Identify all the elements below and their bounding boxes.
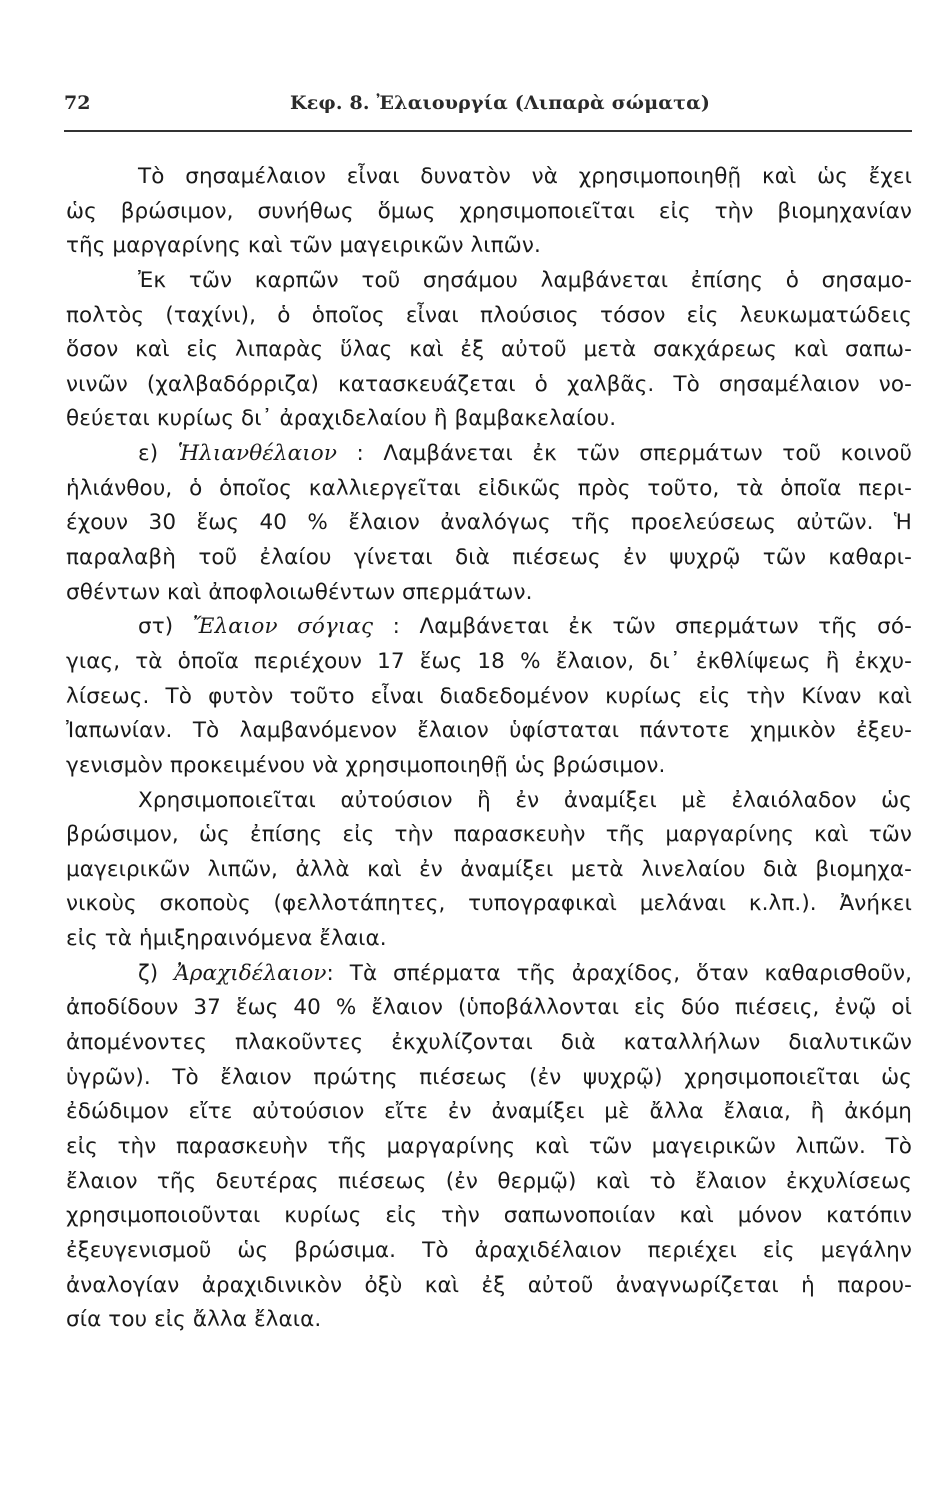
text-line	[66, 749, 912, 784]
text-run: θεύεται κυρίως δι᾽ ἀραχιδελαίου ἢ βαμβακελαίου.	[66, 406, 617, 432]
text-run: σία του εἰς ἄλλα ἔλαια.	[66, 1307, 322, 1333]
text-run: εἰς τὴν παρασκευὴν τῆς μαργαρίνης καὶ τῶν μαγειρικῶν λιπῶν. Τὸ	[66, 1133, 912, 1159]
text-run: : Λαμβάνεται ἐκ τῶν σπερμάτων τῆς σό-	[373, 614, 912, 640]
text-line	[66, 160, 912, 195]
text-run: ἔλαιον τῆς δευτέρας πιέσεως (ἐν θερμῷ) καὶ τὸ ἔλαιον ἐκχυλίσεως	[66, 1168, 912, 1194]
text-run: ὅσον καὶ εἰς λιπαρὰς ὕλας καὶ ἐξ αὐτοῦ μετὰ σακχάρεως καὶ σαπω-	[66, 337, 912, 363]
text-run: ὑγρῶν). Τὸ ἔλαιον πρώτης πιέσεως (ἐν ψυχρῷ) χρησιμοποιεῖται ὡς	[66, 1064, 912, 1090]
text-run: ε)	[138, 441, 178, 467]
text-line	[66, 957, 912, 992]
text-run: παραλαβὴ τοῦ ἐλαίου γίνεται διὰ πιέσεως ἐν ψυχρῷ τῶν καθαρι-	[66, 545, 912, 571]
text-run: ὡς βρώσιμον, συνήθως ὅμως χρησιμοποιεῖται εἰς τὴν βιομηχανίαν	[66, 198, 912, 224]
text-line	[66, 853, 912, 888]
running-title: Κεφ. 8. Ἐλαιουργία (Λιπαρὰ σώματα)	[290, 92, 711, 114]
body-text	[66, 160, 912, 1338]
text-line	[66, 1269, 912, 1304]
text-run: ἐδώδιμον εἴτε αὐτούσιον εἴτε ἐν ἀναμίξει μὲ ἄλλα ἔλαια, ἢ ἀκόμη	[66, 1099, 912, 1125]
header-rule	[64, 130, 912, 132]
text-line	[66, 1061, 912, 1096]
text-run: ἀποδίδουν 37 ἕως 40 % ἔλαιον (ὑποβάλλονται εἰς δύο πιέσεις, ἐνῷ οἱ	[66, 995, 912, 1021]
text-line	[66, 714, 912, 749]
text-run: Χρησιμοποιεῖται αὐτούσιον ἢ ἐν ἀναμίξει μὲ ἐλαιόλαδον ὡς	[138, 787, 912, 813]
text-run: Ἰαπωνίαν. Τὸ λαμβανόμενον ἔλαιον ὑφίσταται πάντοτε χημικὸν ἐξευ-	[66, 718, 912, 744]
text-run: μαγειρικῶν λιπῶν, ἀλλὰ καὶ ἐν ἀναμίξει μετὰ λινελαίου διὰ βιομηχα-	[66, 856, 912, 882]
text-run: τῆς μαργαρίνης καὶ τῶν μαγειρικῶν λιπῶν.	[66, 233, 541, 259]
text-run: Ἐκ τῶν καρπῶν τοῦ σησάμου λαμβάνεται ἐπίσης ὁ σησαμο-	[138, 267, 912, 293]
text-line	[66, 1095, 912, 1130]
text-run: πολτὸς (ταχίνι), ὁ ὁποῖος εἶναι πλούσιος τόσον εἰς λευκωματώδεις	[66, 302, 912, 328]
italic-term: Ἀραχιδέλαιον	[174, 960, 327, 986]
text-run: ἀπομένοντες πλακοῦντες ἐκχυλίζονται διὰ καταλλήλων διαλυτικῶν	[66, 1030, 912, 1056]
text-line	[66, 506, 912, 541]
text-run: στ)	[138, 614, 193, 640]
text-run: ζ)	[138, 960, 175, 986]
text-line	[66, 1165, 912, 1200]
text-line	[66, 229, 912, 264]
text-line	[66, 1199, 912, 1234]
text-run: ἐξευγενισμοῦ ὡς βρώσιμα. Τὸ ἀραχιδέλαιον περιέχει εἰς μεγάλην	[66, 1237, 912, 1263]
text-line	[66, 368, 912, 403]
text-line	[66, 1026, 912, 1061]
text-run: βρώσιμον, ὡς ἐπίσης εἰς τὴν παρασκευὴν τῆς μαργαρίνης καὶ τῶν	[66, 822, 912, 848]
italic-term: Ἔλαιον σόγιας	[192, 614, 374, 640]
text-line	[66, 610, 912, 645]
text-run: ἡλιάνθου, ὁ ὁποῖος καλλιεργεῖται εἰδικῶς πρὸς τοῦτο, τὰ ὁποῖα περι-	[66, 475, 912, 501]
italic-term: Ἡλιανθέλαιον	[177, 441, 337, 467]
text-line	[66, 576, 912, 611]
text-line	[66, 299, 912, 334]
text-line	[66, 264, 912, 299]
text-run: νινῶν (χαλβαδόρριζα) κατασκευάζεται ὁ χαλβᾶς. Τὸ σησαμέλαιον νο-	[66, 371, 912, 397]
text-run: : Τὰ σπέρματα τῆς ἀραχίδος, ὅταν καθαρισθοῦν,	[326, 960, 912, 986]
text-line	[66, 818, 912, 853]
text-line	[66, 541, 912, 576]
text-line	[66, 887, 912, 922]
text-line	[66, 437, 912, 472]
text-line	[66, 991, 912, 1026]
text-run: γιας, τὰ ὁποῖα περιέχουν 17 ἕως 18 % ἔλαιον, δι᾽ ἐκθλίψεως ἢ ἐκχυ-	[66, 648, 912, 674]
page-number: 72	[64, 92, 91, 114]
text-run: λίσεως. Τὸ φυτὸν τοῦτο εἶναι διαδεδομένον κυρίως εἰς τὴν Κίναν καὶ	[66, 683, 912, 709]
text-run: Τὸ σησαμέλαιον εἶναι δυνατὸν νὰ χρησιμοποιηθῇ καὶ ὡς ἔχει	[138, 164, 912, 189]
text-line	[66, 645, 912, 680]
text-run: έχουν 30 ἕως 40 % ἔλαιον ἀναλόγως τῆς προελεύσεως αὐτῶν. Ἡ	[66, 510, 912, 536]
text-line	[66, 1303, 912, 1338]
text-run: γενισμὸν προκειμένου νὰ χρησιμοποιηθῇ ὡς βρώσιμον.	[66, 752, 666, 778]
text-line	[66, 195, 912, 230]
text-line	[66, 472, 912, 507]
text-line	[66, 922, 912, 957]
text-line	[66, 784, 912, 819]
text-line	[66, 1130, 912, 1165]
text-run: εἰς τὰ ἡμιξηραινόμενα ἔλαια.	[66, 926, 387, 952]
page-header	[64, 92, 912, 126]
text-line	[66, 680, 912, 715]
text-line	[66, 1234, 912, 1269]
text-line	[66, 402, 912, 437]
text-run: ἀναλογίαν ἀραχιδινικὸν ὀξὺ καὶ ἐξ αὐτοῦ ἀναγνωρίζεται ἡ παρου-	[66, 1272, 912, 1298]
text-run: χρησιμοποιοῦνται κυρίως εἰς τὴν σαπωνοποιίαν καὶ μόνον κατόπιν	[66, 1203, 912, 1229]
text-run: : Λαμβάνεται ἐκ τῶν σπερμάτων τοῦ κοινοῦ	[337, 441, 912, 467]
text-run: σθέντων καὶ ἀποφλοιωθέντων σπερμάτων.	[66, 579, 533, 605]
text-line	[66, 333, 912, 368]
text-run: νικοὺς σκοποὺς (φελλοτάπητες, τυπογραφικαὶ μελάναι κ.λπ.). Ἀνήκει	[66, 891, 912, 917]
